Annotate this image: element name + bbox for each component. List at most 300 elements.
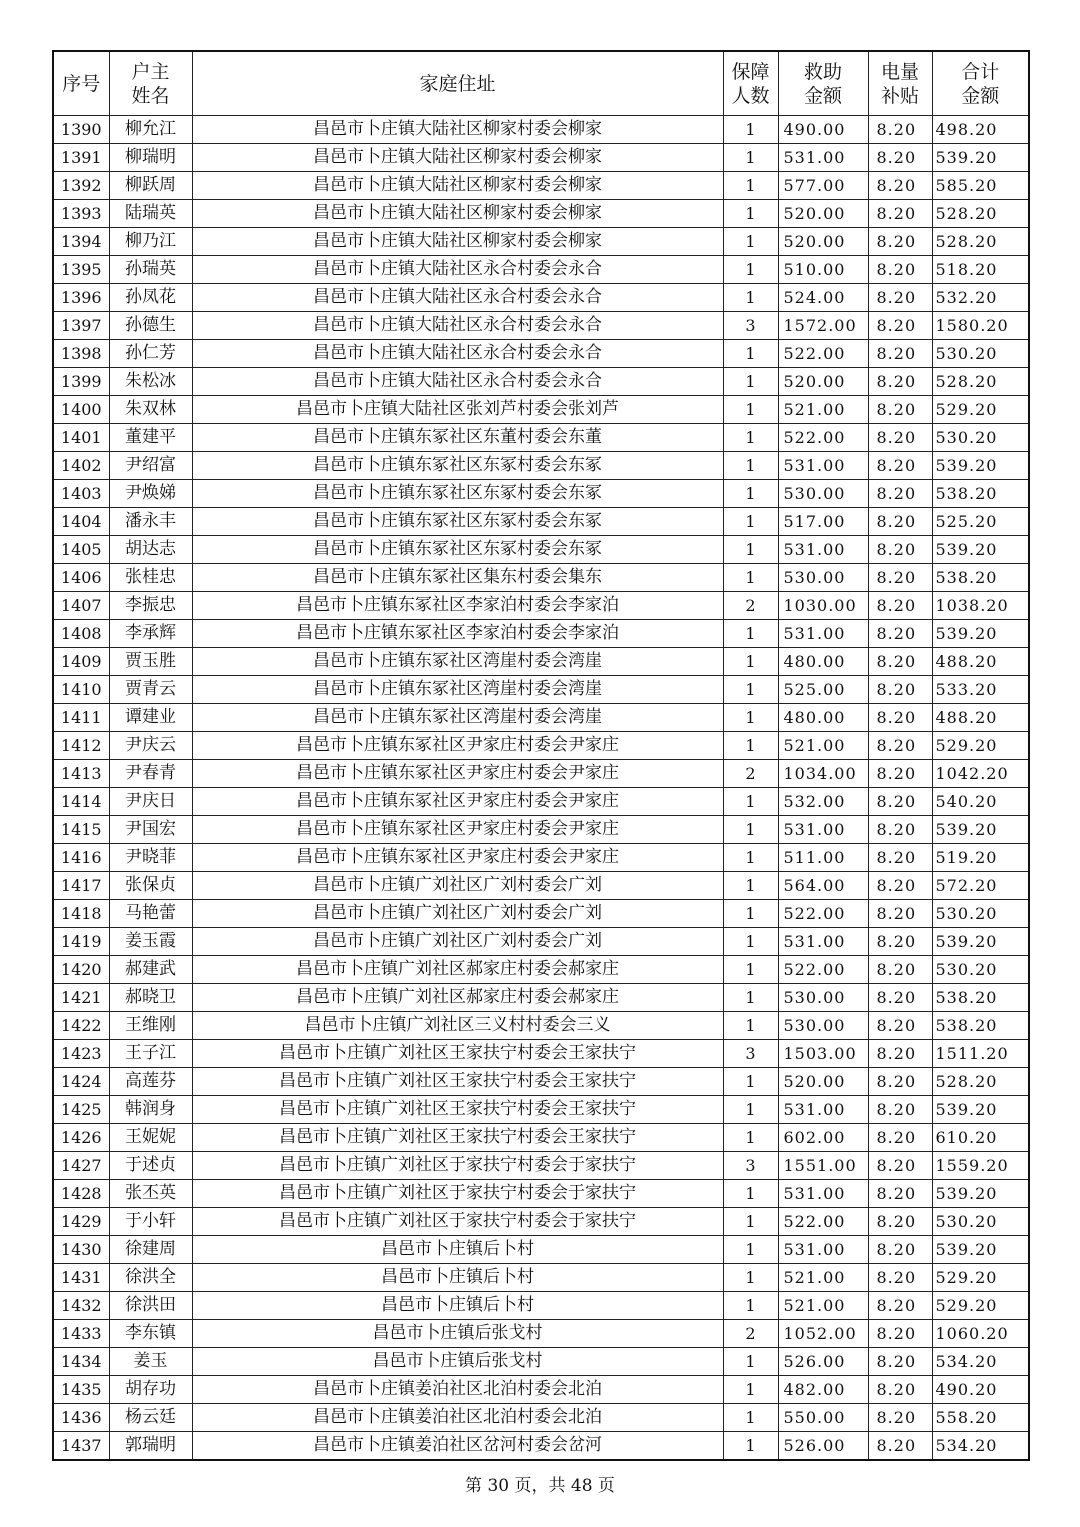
- cell-idx: 1422: [53, 1012, 109, 1040]
- cell-name: 潘永丰: [109, 508, 192, 536]
- cell-aid: 521.00: [778, 732, 868, 760]
- cell-address: 昌邑市卜庄镇东冢社区东冢村委会东冢: [192, 508, 723, 536]
- table-row: [53, 228, 1029, 256]
- cell-people: 1: [723, 648, 778, 676]
- cell-address: 昌邑市卜庄镇东冢社区东董村委会东董: [192, 424, 723, 452]
- cell-address: 昌邑市卜庄镇广刘社区三义村村委会三义: [192, 1012, 723, 1040]
- cell-people: 1: [723, 1124, 778, 1152]
- cell-people: 2: [723, 592, 778, 620]
- cell-elec: 8.20: [868, 1068, 932, 1096]
- cell-name: 姜玉霞: [109, 928, 192, 956]
- table-body: [53, 116, 1029, 1461]
- table-row: [53, 452, 1029, 480]
- table-row: [53, 816, 1029, 844]
- cell-people: 1: [723, 788, 778, 816]
- cell-address: 昌邑市卜庄镇广刘社区王家扶宁村委会王家扶宁: [192, 1096, 723, 1124]
- cell-address: 昌邑市卜庄镇东冢社区李家泊村委会李家泊: [192, 592, 723, 620]
- cell-total: 538.20: [932, 984, 1029, 1012]
- cell-idx: 1425: [53, 1096, 109, 1124]
- cell-total: 529.20: [932, 1264, 1029, 1292]
- cell-aid: 530.00: [778, 480, 868, 508]
- cell-people: 1: [723, 536, 778, 564]
- cell-address: 昌邑市卜庄镇大陆社区柳家村委会柳家: [192, 116, 723, 144]
- cell-elec: 8.20: [868, 256, 932, 284]
- table-row: [53, 312, 1029, 340]
- cell-total: 528.20: [932, 1068, 1029, 1096]
- cell-elec: 8.20: [868, 648, 932, 676]
- cell-address: 昌邑市卜庄镇广刘社区广刘村委会广刘: [192, 900, 723, 928]
- cell-people: 1: [723, 172, 778, 200]
- cell-idx: 1407: [53, 592, 109, 620]
- cell-total: 1580.20: [932, 312, 1029, 340]
- table-row: [53, 144, 1029, 172]
- cell-name: 贾玉胜: [109, 648, 192, 676]
- cell-idx: 1413: [53, 760, 109, 788]
- cell-total: 1042.20: [932, 760, 1029, 788]
- cell-total: 533.20: [932, 676, 1029, 704]
- cell-people: 1: [723, 956, 778, 984]
- cell-aid: 1572.00: [778, 312, 868, 340]
- cell-people: 1: [723, 1348, 778, 1376]
- cell-aid: 521.00: [778, 1292, 868, 1320]
- cell-elec: 8.20: [868, 200, 932, 228]
- cell-aid: 1034.00: [778, 760, 868, 788]
- cell-aid: 531.00: [778, 1236, 868, 1264]
- cell-aid: 520.00: [778, 200, 868, 228]
- cell-name: 尹焕娣: [109, 480, 192, 508]
- cell-address: 昌邑市卜庄镇东冢社区尹家庄村委会尹家庄: [192, 788, 723, 816]
- cell-aid: 1030.00: [778, 592, 868, 620]
- cell-address: 昌邑市卜庄镇广刘社区王家扶宁村委会王家扶宁: [192, 1124, 723, 1152]
- cell-total: 488.20: [932, 648, 1029, 676]
- cell-aid: 482.00: [778, 1376, 868, 1404]
- cell-name: 朱松冰: [109, 368, 192, 396]
- table-row: [53, 368, 1029, 396]
- table-row: [53, 508, 1029, 536]
- cell-total: 540.20: [932, 788, 1029, 816]
- table-row: [53, 340, 1029, 368]
- cell-elec: 8.20: [868, 956, 932, 984]
- cell-aid: 532.00: [778, 788, 868, 816]
- table-row: [53, 788, 1029, 816]
- table-row: [53, 844, 1029, 872]
- header-idx: 序号: [53, 51, 109, 116]
- cell-total: 534.20: [932, 1348, 1029, 1376]
- cell-idx: 1411: [53, 704, 109, 732]
- cell-address: 昌邑市卜庄镇广刘社区广刘村委会广刘: [192, 928, 723, 956]
- cell-elec: 8.20: [868, 368, 932, 396]
- cell-name: 谭建业: [109, 704, 192, 732]
- cell-people: 2: [723, 1320, 778, 1348]
- cell-name: 尹庆日: [109, 788, 192, 816]
- cell-name: 柳允江: [109, 116, 192, 144]
- cell-aid: 564.00: [778, 872, 868, 900]
- cell-people: 1: [723, 144, 778, 172]
- cell-aid: 480.00: [778, 704, 868, 732]
- cell-people: 1: [723, 844, 778, 872]
- page-footer: 第 30 页，共 48 页: [465, 1476, 615, 1496]
- cell-people: 1: [723, 368, 778, 396]
- cell-elec: 8.20: [868, 1096, 932, 1124]
- cell-elec: 8.20: [868, 620, 932, 648]
- cell-people: 1: [723, 620, 778, 648]
- cell-aid: 1503.00: [778, 1040, 868, 1068]
- cell-name: 尹庆云: [109, 732, 192, 760]
- cell-idx: 1410: [53, 676, 109, 704]
- cell-idx: 1400: [53, 396, 109, 424]
- cell-elec: 8.20: [868, 1124, 932, 1152]
- cell-total: 539.20: [932, 928, 1029, 956]
- cell-people: 1: [723, 704, 778, 732]
- cell-people: 1: [723, 1068, 778, 1096]
- cell-people: 1: [723, 816, 778, 844]
- cell-elec: 8.20: [868, 1012, 932, 1040]
- cell-idx: 1394: [53, 228, 109, 256]
- cell-elec: 8.20: [868, 508, 932, 536]
- table-row: [53, 1208, 1029, 1236]
- cell-aid: 522.00: [778, 1208, 868, 1236]
- cell-address: 昌邑市卜庄镇后卜村: [192, 1236, 723, 1264]
- cell-address: 昌邑市卜庄镇大陆社区柳家村委会柳家: [192, 144, 723, 172]
- cell-aid: 531.00: [778, 928, 868, 956]
- cell-total: 528.20: [932, 200, 1029, 228]
- cell-address: 昌邑市卜庄镇后卜村: [192, 1264, 723, 1292]
- cell-people: 1: [723, 228, 778, 256]
- cell-name: 孙瑞英: [109, 256, 192, 284]
- cell-address: 昌邑市卜庄镇东冢社区东冢村委会东冢: [192, 452, 723, 480]
- cell-idx: 1409: [53, 648, 109, 676]
- cell-idx: 1397: [53, 312, 109, 340]
- cell-aid: 526.00: [778, 1348, 868, 1376]
- cell-idx: 1396: [53, 284, 109, 312]
- cell-aid: 520.00: [778, 1068, 868, 1096]
- cell-name: 徐洪全: [109, 1264, 192, 1292]
- cell-name: 杨云廷: [109, 1404, 192, 1432]
- cell-idx: 1416: [53, 844, 109, 872]
- cell-total: 490.20: [932, 1376, 1029, 1404]
- table-row: [53, 424, 1029, 452]
- table-row: [53, 536, 1029, 564]
- header-elec: 电量 补贴: [868, 51, 932, 116]
- cell-people: 1: [723, 452, 778, 480]
- cell-idx: 1395: [53, 256, 109, 284]
- cell-name: 姜玉: [109, 1348, 192, 1376]
- cell-total: 1559.20: [932, 1152, 1029, 1180]
- cell-address: 昌邑市卜庄镇后卜村: [192, 1292, 723, 1320]
- cell-name: 李东镇: [109, 1320, 192, 1348]
- cell-idx: 1419: [53, 928, 109, 956]
- cell-name: 柳跃周: [109, 172, 192, 200]
- cell-elec: 8.20: [868, 704, 932, 732]
- cell-aid: 522.00: [778, 956, 868, 984]
- table-row: [53, 872, 1029, 900]
- cell-people: 1: [723, 1096, 778, 1124]
- cell-elec: 8.20: [868, 480, 932, 508]
- cell-people: 1: [723, 256, 778, 284]
- cell-address: 昌邑市卜庄镇大陆社区永合村委会永合: [192, 284, 723, 312]
- cell-total: 528.20: [932, 368, 1029, 396]
- cell-aid: 517.00: [778, 508, 868, 536]
- cell-address: 昌邑市卜庄镇广刘社区郝家庄村委会郝家庄: [192, 984, 723, 1012]
- table-row: [53, 592, 1029, 620]
- cell-name: 贾青云: [109, 676, 192, 704]
- cell-elec: 8.20: [868, 1264, 932, 1292]
- cell-name: 胡存功: [109, 1376, 192, 1404]
- cell-total: 572.20: [932, 872, 1029, 900]
- cell-elec: 8.20: [868, 984, 932, 1012]
- cell-elec: 8.20: [868, 424, 932, 452]
- table-row: [53, 1348, 1029, 1376]
- table-row: [53, 1404, 1029, 1432]
- cell-idx: 1403: [53, 480, 109, 508]
- cell-total: 532.20: [932, 284, 1029, 312]
- cell-elec: 8.20: [868, 172, 932, 200]
- cell-address: 昌邑市卜庄镇广刘社区王家扶宁村委会王家扶宁: [192, 1068, 723, 1096]
- cell-name: 张保贞: [109, 872, 192, 900]
- cell-elec: 8.20: [868, 1208, 932, 1236]
- cell-address: 昌邑市卜庄镇东冢社区尹家庄村委会尹家庄: [192, 844, 723, 872]
- cell-people: 1: [723, 1404, 778, 1432]
- cell-total: 488.20: [932, 704, 1029, 732]
- cell-total: 529.20: [932, 396, 1029, 424]
- cell-people: 1: [723, 1208, 778, 1236]
- cell-people: 1: [723, 340, 778, 368]
- cell-aid: 602.00: [778, 1124, 868, 1152]
- cell-people: 1: [723, 564, 778, 592]
- cell-address: 昌邑市卜庄镇东冢社区尹家庄村委会尹家庄: [192, 760, 723, 788]
- cell-elec: 8.20: [868, 816, 932, 844]
- cell-elec: 8.20: [868, 1320, 932, 1348]
- cell-elec: 8.20: [868, 1432, 932, 1461]
- cell-elec: 8.20: [868, 452, 932, 480]
- cell-total: 610.20: [932, 1124, 1029, 1152]
- cell-elec: 8.20: [868, 1152, 932, 1180]
- cell-elec: 8.20: [868, 844, 932, 872]
- cell-address: 昌邑市卜庄镇东冢社区李家泊村委会李家泊: [192, 620, 723, 648]
- cell-total: 539.20: [932, 1180, 1029, 1208]
- cell-address: 昌邑市卜庄镇东冢社区东冢村委会东冢: [192, 536, 723, 564]
- cell-aid: 522.00: [778, 340, 868, 368]
- cell-people: 1: [723, 900, 778, 928]
- cell-name: 柳乃江: [109, 228, 192, 256]
- table-row: [53, 1068, 1029, 1096]
- cell-total: 530.20: [932, 900, 1029, 928]
- cell-address: 昌邑市卜庄镇广刘社区郝家庄村委会郝家庄: [192, 956, 723, 984]
- cell-name: 王妮妮: [109, 1124, 192, 1152]
- cell-address: 昌邑市卜庄镇东冢社区尹家庄村委会尹家庄: [192, 816, 723, 844]
- table-row: [53, 1124, 1029, 1152]
- cell-total: 530.20: [932, 424, 1029, 452]
- cell-people: 1: [723, 872, 778, 900]
- table-row: [53, 1096, 1029, 1124]
- cell-idx: 1391: [53, 144, 109, 172]
- cell-idx: 1427: [53, 1152, 109, 1180]
- table-row: [53, 1180, 1029, 1208]
- cell-elec: 8.20: [868, 1040, 932, 1068]
- cell-name: 柳瑞明: [109, 144, 192, 172]
- cell-address: 昌邑市卜庄镇姜泊社区岔河村委会岔河: [192, 1432, 723, 1461]
- cell-name: 张丕英: [109, 1180, 192, 1208]
- cell-total: 539.20: [932, 144, 1029, 172]
- cell-idx: 1405: [53, 536, 109, 564]
- cell-aid: 521.00: [778, 1264, 868, 1292]
- cell-name: 尹国宏: [109, 816, 192, 844]
- cell-address: 昌邑市卜庄镇大陆社区柳家村委会柳家: [192, 228, 723, 256]
- table-header: [53, 51, 1029, 116]
- cell-name: 徐洪田: [109, 1292, 192, 1320]
- cell-idx: 1420: [53, 956, 109, 984]
- cell-aid: 1551.00: [778, 1152, 868, 1180]
- cell-elec: 8.20: [868, 116, 932, 144]
- cell-idx: 1398: [53, 340, 109, 368]
- table-row: [53, 116, 1029, 144]
- cell-aid: 511.00: [778, 844, 868, 872]
- cell-total: 530.20: [932, 956, 1029, 984]
- cell-people: 1: [723, 1236, 778, 1264]
- cell-idx: 1404: [53, 508, 109, 536]
- cell-total: 518.20: [932, 256, 1029, 284]
- cell-idx: 1418: [53, 900, 109, 928]
- cell-people: 1: [723, 1264, 778, 1292]
- cell-idx: 1432: [53, 1292, 109, 1320]
- cell-name: 高莲芬: [109, 1068, 192, 1096]
- cell-aid: 524.00: [778, 284, 868, 312]
- cell-aid: 530.00: [778, 1012, 868, 1040]
- document-page: [52, 50, 1028, 1461]
- cell-address: 昌邑市卜庄镇广刘社区王家扶宁村委会王家扶宁: [192, 1040, 723, 1068]
- cell-aid: 520.00: [778, 228, 868, 256]
- cell-name: 郝建武: [109, 956, 192, 984]
- cell-aid: 531.00: [778, 144, 868, 172]
- cell-name: 郭瑞明: [109, 1432, 192, 1461]
- cell-name: 孙凤花: [109, 284, 192, 312]
- cell-total: 534.20: [932, 1432, 1029, 1461]
- cell-aid: 550.00: [778, 1404, 868, 1432]
- table-row: [53, 480, 1029, 508]
- table-row: [53, 984, 1029, 1012]
- cell-total: 539.20: [932, 452, 1029, 480]
- cell-aid: 525.00: [778, 676, 868, 704]
- cell-idx: 1435: [53, 1376, 109, 1404]
- aid-table: [52, 50, 1030, 1461]
- cell-aid: 531.00: [778, 1096, 868, 1124]
- cell-aid: 520.00: [778, 368, 868, 396]
- cell-idx: 1406: [53, 564, 109, 592]
- cell-total: 528.20: [932, 228, 1029, 256]
- cell-elec: 8.20: [868, 340, 932, 368]
- table-row: [53, 396, 1029, 424]
- cell-elec: 8.20: [868, 1348, 932, 1376]
- cell-elec: 8.20: [868, 928, 932, 956]
- cell-elec: 8.20: [868, 144, 932, 172]
- cell-elec: 8.20: [868, 592, 932, 620]
- cell-elec: 8.20: [868, 284, 932, 312]
- table-row: [53, 648, 1029, 676]
- cell-name: 王维刚: [109, 1012, 192, 1040]
- cell-people: 1: [723, 1012, 778, 1040]
- cell-idx: 1433: [53, 1320, 109, 1348]
- cell-elec: 8.20: [868, 228, 932, 256]
- table-row: [53, 620, 1029, 648]
- table-row: [53, 200, 1029, 228]
- cell-aid: 531.00: [778, 536, 868, 564]
- cell-total: 530.20: [932, 340, 1029, 368]
- cell-total: 558.20: [932, 1404, 1029, 1432]
- cell-elec: 8.20: [868, 872, 932, 900]
- cell-people: 3: [723, 312, 778, 340]
- cell-name: 徐建周: [109, 1236, 192, 1264]
- cell-aid: 530.00: [778, 564, 868, 592]
- cell-name: 张桂忠: [109, 564, 192, 592]
- cell-name: 王子江: [109, 1040, 192, 1068]
- cell-people: 1: [723, 284, 778, 312]
- cell-idx: 1390: [53, 116, 109, 144]
- header-total: 合计 金额: [932, 51, 1029, 116]
- cell-address: 昌邑市卜庄镇东冢社区湾崖村委会湾崖: [192, 676, 723, 704]
- cell-aid: 531.00: [778, 816, 868, 844]
- cell-total: 525.20: [932, 508, 1029, 536]
- cell-people: 1: [723, 424, 778, 452]
- cell-total: 529.20: [932, 1292, 1029, 1320]
- cell-name: 于述贞: [109, 1152, 192, 1180]
- cell-aid: 522.00: [778, 900, 868, 928]
- cell-elec: 8.20: [868, 760, 932, 788]
- cell-idx: 1415: [53, 816, 109, 844]
- cell-aid: 530.00: [778, 984, 868, 1012]
- cell-total: 539.20: [932, 620, 1029, 648]
- cell-name: 李承辉: [109, 620, 192, 648]
- cell-people: 1: [723, 732, 778, 760]
- cell-elec: 8.20: [868, 536, 932, 564]
- cell-elec: 8.20: [868, 1376, 932, 1404]
- cell-people: 1: [723, 396, 778, 424]
- cell-people: 2: [723, 760, 778, 788]
- cell-idx: 1423: [53, 1040, 109, 1068]
- cell-idx: 1393: [53, 200, 109, 228]
- cell-address: 昌邑市卜庄镇大陆社区柳家村委会柳家: [192, 172, 723, 200]
- cell-idx: 1431: [53, 1264, 109, 1292]
- cell-total: 539.20: [932, 816, 1029, 844]
- cell-total: 519.20: [932, 844, 1029, 872]
- cell-elec: 8.20: [868, 1404, 932, 1432]
- table-row: [53, 928, 1029, 956]
- table-row: [53, 172, 1029, 200]
- cell-address: 昌邑市卜庄镇东冢社区集东村委会集东: [192, 564, 723, 592]
- cell-elec: 8.20: [868, 788, 932, 816]
- cell-aid: 510.00: [778, 256, 868, 284]
- cell-aid: 522.00: [778, 424, 868, 452]
- cell-address: 昌邑市卜庄镇姜泊社区北泊村委会北泊: [192, 1404, 723, 1432]
- cell-people: 1: [723, 1292, 778, 1320]
- cell-elec: 8.20: [868, 1292, 932, 1320]
- cell-name: 孙仁芳: [109, 340, 192, 368]
- cell-address: 昌邑市卜庄镇东冢社区东冢村委会东冢: [192, 480, 723, 508]
- table-row: [53, 676, 1029, 704]
- cell-address: 昌邑市卜庄镇后张戈村: [192, 1348, 723, 1376]
- cell-total: 538.20: [932, 1012, 1029, 1040]
- header-name: 户主 姓名: [109, 51, 192, 116]
- cell-idx: 1437: [53, 1432, 109, 1461]
- cell-address: 昌邑市卜庄镇东冢社区湾崖村委会湾崖: [192, 704, 723, 732]
- cell-idx: 1399: [53, 368, 109, 396]
- cell-address: 昌邑市卜庄镇大陆社区永合村委会永合: [192, 256, 723, 284]
- cell-people: 1: [723, 928, 778, 956]
- cell-address: 昌邑市卜庄镇广刘社区于家扶宁村委会于家扶宁: [192, 1180, 723, 1208]
- cell-address: 昌邑市卜庄镇广刘社区于家扶宁村委会于家扶宁: [192, 1152, 723, 1180]
- table-row: [53, 760, 1029, 788]
- cell-people: 1: [723, 200, 778, 228]
- cell-elec: 8.20: [868, 676, 932, 704]
